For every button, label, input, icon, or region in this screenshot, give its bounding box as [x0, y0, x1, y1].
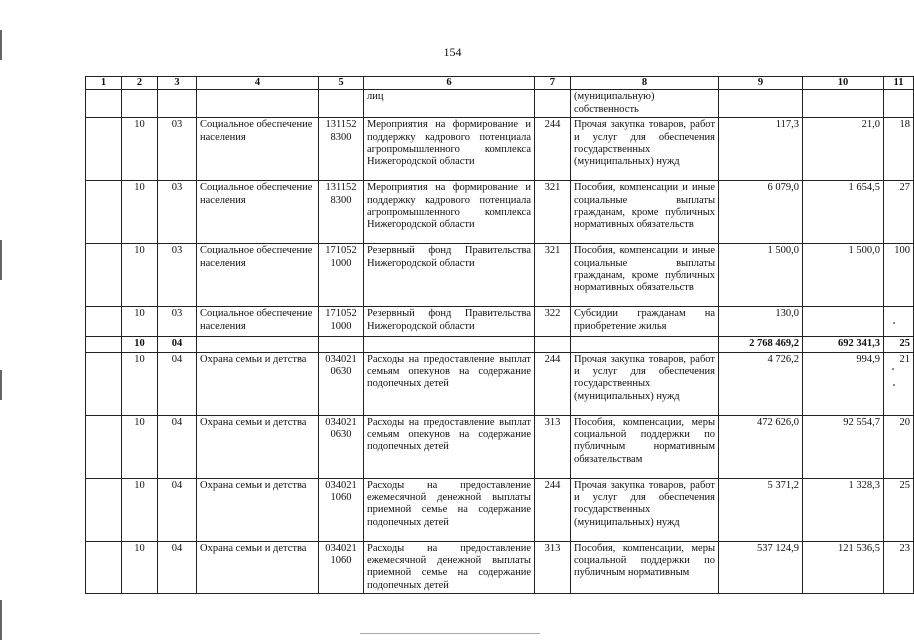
table-cell	[86, 307, 122, 337]
table-cell: Охрана семьи и детства	[197, 352, 319, 415]
table-cell: Охрана семьи и детства	[197, 478, 319, 541]
table-cell: 034021 0630	[319, 352, 364, 415]
table-cell: 18	[884, 118, 914, 181]
table-cell	[884, 90, 914, 118]
column-header: 10	[803, 77, 884, 90]
budget-table	[85, 76, 914, 594]
table-cell: Мероприятия на формирование и поддержку кадрового потенциала агропромышленного комплекса Нижегородской области	[364, 181, 535, 244]
table-cell: 1 654,5	[803, 181, 884, 244]
column-header: 2	[122, 77, 158, 90]
table-cell: 04	[158, 352, 197, 415]
table-cell: 131152 8300	[319, 181, 364, 244]
table-cell: 117,3	[719, 118, 803, 181]
table-cell: 92 554,7	[803, 415, 884, 478]
table-cell: 244	[535, 352, 571, 415]
table-cell: Расходы на предоставление ежемесячной денежной выплаты приемной семье на содержание подопечных детей	[364, 478, 535, 541]
scan-edge-mark	[0, 240, 2, 280]
table-cell: 10	[122, 415, 158, 478]
column-header: 1	[86, 77, 122, 90]
table-cell: Пособия, компенсации, меры социальной поддержки по публичным нормативным обязательствам	[571, 415, 719, 478]
table-cell: 130,0	[719, 307, 803, 337]
table-row	[86, 478, 914, 541]
table-cell: Прочая закупка товаров, работ и услуг для обеспечения государственных (муниципальных) нужд	[571, 478, 719, 541]
column-header: 8	[571, 77, 719, 90]
table-cell: 04	[158, 541, 197, 594]
column-header: 7	[535, 77, 571, 90]
table-cell: 10	[122, 541, 158, 594]
table-cell	[803, 307, 884, 337]
header-row	[86, 77, 914, 90]
scan-edge-mark	[0, 600, 2, 640]
table-cell	[884, 307, 914, 337]
table-cell	[364, 337, 535, 352]
table-cell: 034021 0630	[319, 415, 364, 478]
table-cell	[197, 337, 319, 352]
column-header: 4	[197, 77, 319, 90]
table-cell: 21	[884, 352, 914, 415]
table-cell: Охрана семьи и детства	[197, 541, 319, 594]
table-cell	[86, 478, 122, 541]
table-cell: Социальное обеспечение населения	[197, 181, 319, 244]
table-row	[86, 352, 914, 415]
table-cell: Прочая закупка товаров, работ и услуг для обеспечения государственных (муниципальных) нужд	[571, 352, 719, 415]
table-cell: 10	[122, 337, 158, 352]
table-cell	[158, 90, 197, 118]
table-cell	[535, 90, 571, 118]
table-cell: 10	[122, 181, 158, 244]
table-cell: 692 341,3	[803, 337, 884, 352]
table-cell: 1 500,0	[719, 244, 803, 307]
table-cell: лиц	[364, 90, 535, 118]
table-cell: Расходы на предоставление ежемесячной денежной выплаты приемной семье на содержание подопечных детей	[364, 541, 535, 594]
table-cell: 23	[884, 541, 914, 594]
table-cell: Субсидии гражданам на приобретение жилья	[571, 307, 719, 337]
scan-bottom-line	[360, 633, 540, 634]
column-header: 3	[158, 77, 197, 90]
table-row	[86, 415, 914, 478]
table-cell: 321	[535, 244, 571, 307]
table-cell: 034021 1060	[319, 541, 364, 594]
table-cell	[86, 181, 122, 244]
table-cell	[86, 118, 122, 181]
table-cell: Резервный фонд Правительства Нижегородской области	[364, 244, 535, 307]
table-cell: 244	[535, 118, 571, 181]
table-cell	[122, 90, 158, 118]
table-row	[86, 118, 914, 181]
table-cell: 04	[158, 337, 197, 352]
table-cell: 313	[535, 415, 571, 478]
table-cell: 472 626,0	[719, 415, 803, 478]
table-cell: 321	[535, 181, 571, 244]
table-cell: 1 328,3	[803, 478, 884, 541]
table-cell: 537 124,9	[719, 541, 803, 594]
table-cell: 131152 8300	[319, 118, 364, 181]
table-cell: 03	[158, 181, 197, 244]
table-cell	[86, 352, 122, 415]
column-header: 5	[319, 77, 364, 90]
table-row	[86, 307, 914, 337]
scan-edge-mark	[0, 370, 2, 400]
column-header: 9	[719, 77, 803, 90]
table-cell	[803, 90, 884, 118]
table-cell: 994,9	[803, 352, 884, 415]
table-cell: (муниципальную) собственность	[571, 90, 719, 118]
table-cell: 04	[158, 478, 197, 541]
table-cell: 10	[122, 118, 158, 181]
table-cell: Социальное обеспечение населения	[197, 307, 319, 337]
table-cell: 03	[158, 118, 197, 181]
table-cell: Пособия, компенсации и иные социальные выплаты гражданам, кроме публичных нормативных обязательств	[571, 181, 719, 244]
column-header: 11	[884, 77, 914, 90]
table-cell: Охрана семьи и детства	[197, 415, 319, 478]
table-cell: 21,0	[803, 118, 884, 181]
table-cell: 10	[122, 307, 158, 337]
table-cell	[319, 90, 364, 118]
table-cell: 10	[122, 244, 158, 307]
table-cell: 171052 1000	[319, 244, 364, 307]
table-cell: 03	[158, 307, 197, 337]
table-cell	[571, 337, 719, 352]
table-cell: Резервный фонд Правительства Нижегородской области	[364, 307, 535, 337]
table-cell: 322	[535, 307, 571, 337]
table-cell: 100	[884, 244, 914, 307]
table-cell: 10	[122, 352, 158, 415]
table-cell	[86, 415, 122, 478]
table-cell: Прочая закупка товаров, работ и услуг для обеспечения государственных (муниципальных) нужд	[571, 118, 719, 181]
table-cell	[535, 337, 571, 352]
table-cell: 244	[535, 478, 571, 541]
table-row	[86, 181, 914, 244]
table-cell	[86, 337, 122, 352]
table-cell: 20	[884, 415, 914, 478]
table-cell: Пособия, компенсации и иные социальные выплаты гражданам, кроме публичных нормативных обязательств	[571, 244, 719, 307]
table-row	[86, 337, 914, 352]
table-cell: Социальное обеспечение населения	[197, 118, 319, 181]
table-cell	[86, 90, 122, 118]
table-row	[86, 244, 914, 307]
table-cell	[319, 337, 364, 352]
table-cell: Социальное обеспечение населения	[197, 244, 319, 307]
table-cell	[86, 244, 122, 307]
table-cell: 2 768 469,2	[719, 337, 803, 352]
table-cell: 04	[158, 415, 197, 478]
table-cell: 4 726,2	[719, 352, 803, 415]
table-cell: 121 536,5	[803, 541, 884, 594]
table-cell: 25	[884, 478, 914, 541]
table-cell	[197, 90, 319, 118]
table-cell: 6 079,0	[719, 181, 803, 244]
table-cell	[86, 541, 122, 594]
table-cell: Расходы на предоставление выплат семьям опекунов на содержание подопечных детей	[364, 415, 535, 478]
table-cell: 25	[884, 337, 914, 352]
table-row	[86, 541, 914, 594]
table-cell	[719, 90, 803, 118]
table-cell: Пособия, компенсации, меры социальной поддержки по публичным нормативным	[571, 541, 719, 594]
table-cell: 5 371,2	[719, 478, 803, 541]
table-cell: 1 500,0	[803, 244, 884, 307]
table-cell: Расходы на предоставление выплат семьям опекунов на содержание подопечных детей	[364, 352, 535, 415]
table-cell: 27	[884, 181, 914, 244]
page-number: 154	[443, 45, 462, 59]
table-cell: 171052 1000	[319, 307, 364, 337]
table-cell: 03	[158, 244, 197, 307]
table-row	[86, 90, 914, 118]
table-cell: 034021 1060	[319, 478, 364, 541]
table-cell: 10	[122, 478, 158, 541]
table-cell: 313	[535, 541, 571, 594]
table-cell: Мероприятия на формирование и поддержку кадрового потенциала агропромышленного комплекса Нижегородской области	[364, 118, 535, 181]
column-header: 6	[364, 77, 535, 90]
